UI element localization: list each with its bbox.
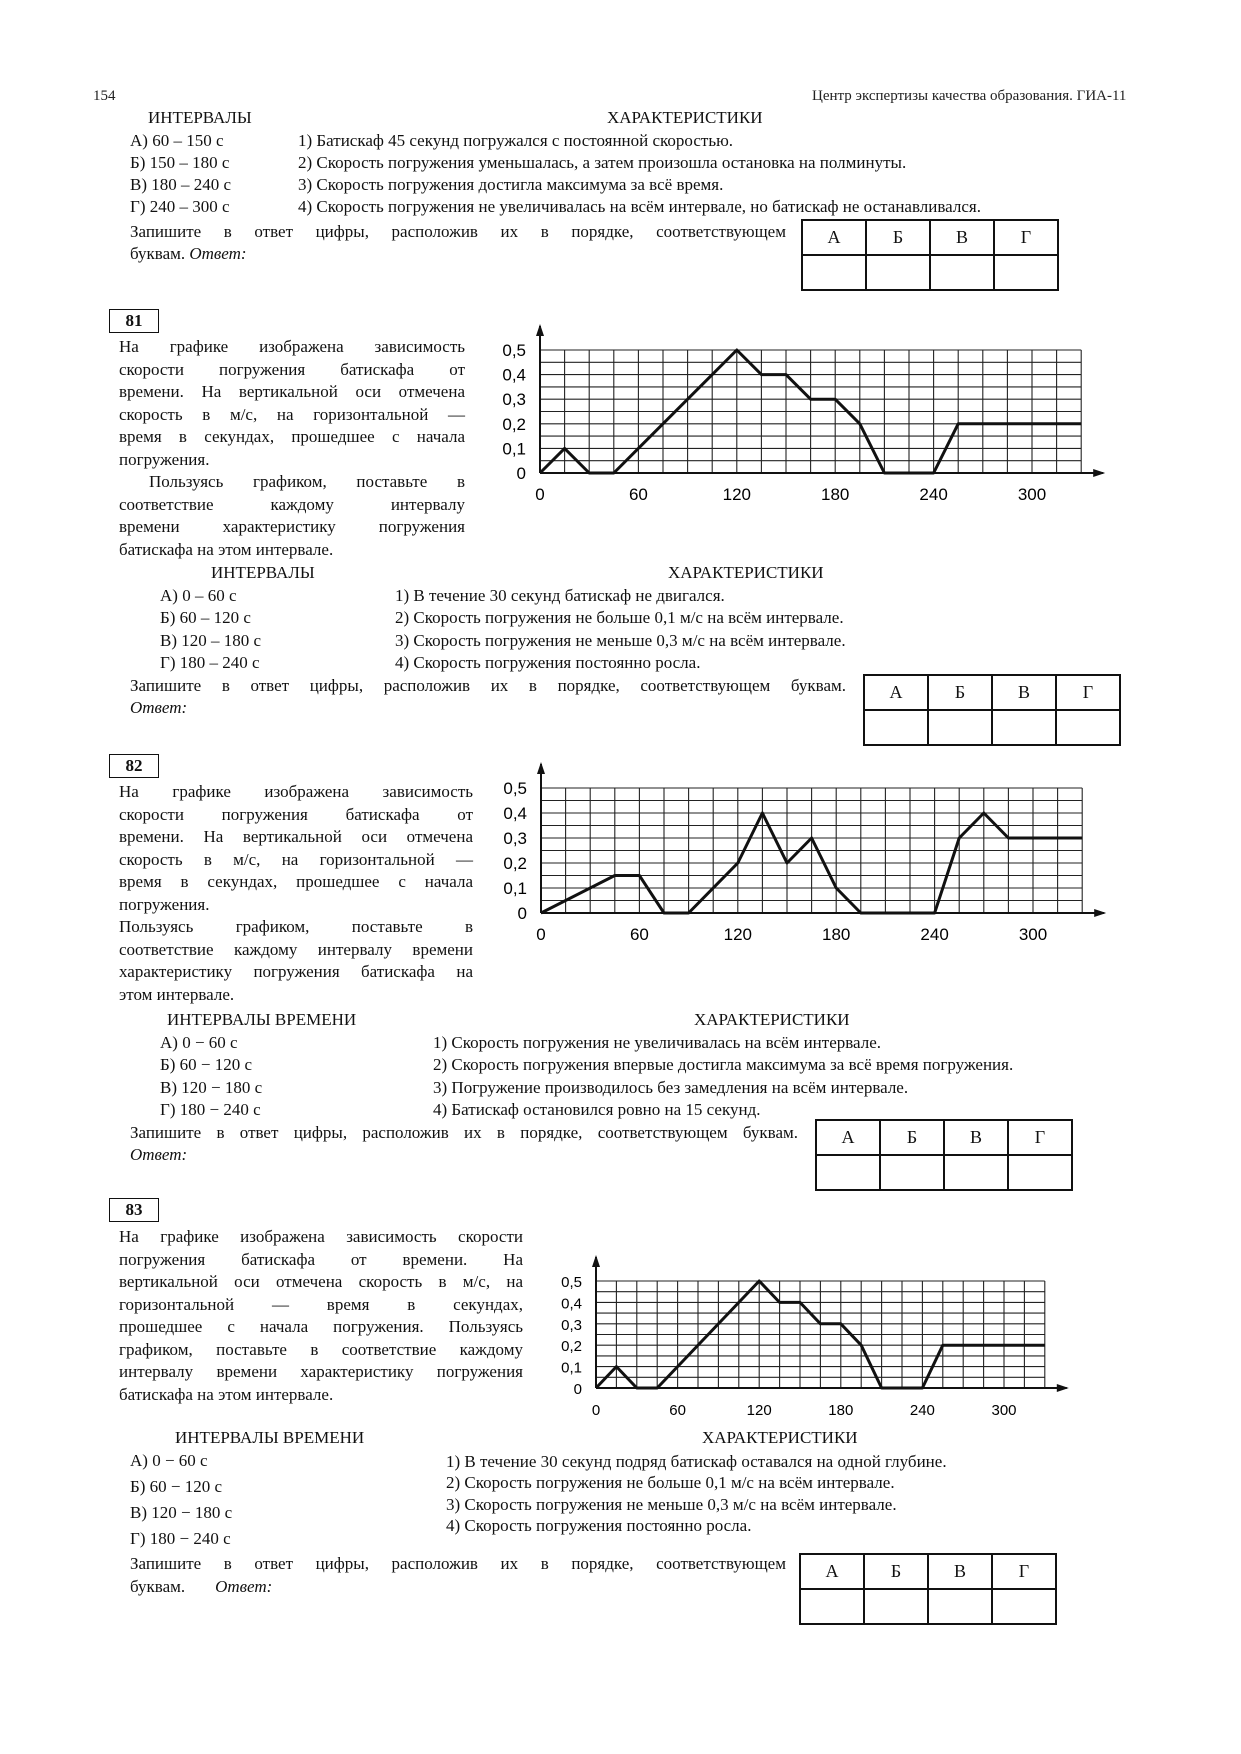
answer-table bbox=[815, 1119, 1073, 1191]
x-tick-label: 120 bbox=[746, 1402, 772, 1419]
task-text-line: скорость в м/с, на горизонтальной — bbox=[119, 404, 465, 424]
intervals-heading: ИНТЕРВАЛЫ bbox=[148, 108, 252, 127]
interval-item: Б) 60 − 120 с bbox=[160, 1055, 253, 1074]
characteristic-item: 1) Батискаф 45 секунд погружался с постоянной скоростью. bbox=[298, 131, 734, 150]
characteristic-item: 4) Скорость погружения постоянно росла. bbox=[446, 1516, 752, 1535]
task-text-line: соответствие каждому интервалу bbox=[119, 494, 465, 514]
answer-cell[interactable] bbox=[864, 1589, 928, 1624]
answer-header-v: В bbox=[928, 1554, 992, 1589]
task-text-line: времени. На вертикальной оси отмечена bbox=[119, 382, 465, 401]
instruction bbox=[130, 221, 786, 244]
task-text-line: соответствие каждому интервалу времени bbox=[119, 939, 473, 959]
interval-item: В) 120 − 180 с bbox=[130, 1503, 233, 1522]
task-text-line: горизонтальной — время в секундах, bbox=[119, 1294, 523, 1314]
y-tick-label: 0,2 bbox=[502, 414, 526, 434]
interval-item: В) 180 – 240 с bbox=[130, 175, 232, 194]
speed-time-chart bbox=[540, 1248, 1100, 1428]
answer-header-g: Г bbox=[1056, 675, 1120, 710]
y-tick-label: 0,1 bbox=[561, 1359, 582, 1377]
task-text-line: времени. На вертикальной оси отмечена bbox=[119, 827, 473, 846]
x-tick-label: 60 bbox=[628, 485, 648, 504]
characteristics-heading: ХАРАКТЕРИСТИКИ bbox=[607, 108, 763, 127]
instruction bbox=[130, 675, 846, 698]
task-text-line: скорость в м/с, на горизонтальной — bbox=[119, 849, 473, 869]
task-text-line: скорости погружения батискафа от bbox=[119, 359, 465, 379]
answer-cell[interactable] bbox=[992, 710, 1056, 745]
characteristic-item: 3) Погружение производилось без замедления на всём интервале. bbox=[433, 1078, 909, 1097]
x-tick-label: 300 bbox=[1017, 485, 1047, 504]
x-tick-label: 0 bbox=[591, 1402, 601, 1419]
x-tick-label: 300 bbox=[1018, 925, 1048, 944]
answer-label: Ответ: bbox=[215, 1577, 273, 1596]
task-text bbox=[119, 781, 473, 1006]
task-text bbox=[119, 336, 465, 561]
x-tick-label: 60 bbox=[669, 1402, 686, 1419]
instruction bbox=[130, 1122, 798, 1145]
task-number: 83 bbox=[109, 1198, 159, 1222]
task-text-line: скорости погружения батискафа от bbox=[119, 804, 473, 824]
x-tick-label: 0 bbox=[536, 925, 546, 944]
answer-cell[interactable] bbox=[992, 1589, 1056, 1624]
characteristics-heading: ХАРАКТЕРИСТИКИ bbox=[702, 1428, 858, 1447]
answer-label: Ответ: bbox=[130, 698, 188, 717]
answer-cell[interactable] bbox=[864, 710, 928, 745]
y-tick-label: 0,5 bbox=[502, 341, 526, 360]
y-axis-arrow bbox=[537, 762, 545, 774]
y-tick-label: 0 bbox=[573, 1381, 582, 1398]
characteristic-item: 3) Скорость погружения не меньше 0,3 м/с на всём интервале. bbox=[446, 1495, 897, 1514]
x-axis-arrow bbox=[1094, 909, 1106, 917]
answer-header-v: В bbox=[992, 675, 1056, 710]
characteristic-item: 2) Скорость погружения не больше 0,1 м/с на всём интервале. bbox=[395, 608, 844, 627]
answer-header-a: А bbox=[800, 1554, 864, 1589]
y-tick-label: 0,1 bbox=[502, 439, 526, 459]
answer-table bbox=[863, 674, 1121, 746]
intervals-heading: ИНТЕРВАЛЫ bbox=[211, 563, 315, 582]
y-tick-label: 0,2 bbox=[503, 854, 527, 873]
characteristic-item: 3) Скорость погружения не меньше 0,3 м/с на всём интервале. bbox=[395, 631, 846, 650]
interval-item: Б) 150 – 180 с bbox=[130, 153, 230, 172]
x-tick-label: 240 bbox=[920, 925, 949, 944]
interval-item: В) 120 – 180 с bbox=[160, 631, 262, 650]
task-text-line: батискафа на этом интервале. bbox=[119, 1384, 334, 1404]
interval-item: А) 0 − 60 с bbox=[130, 1451, 208, 1470]
x-tick-label: 240 bbox=[919, 485, 948, 504]
answer-table bbox=[799, 1553, 1057, 1625]
task-text-line: На графике изображена зависимость скорости bbox=[119, 1227, 523, 1246]
y-tick-label: 0 bbox=[517, 904, 527, 923]
page-number: 154 bbox=[93, 88, 116, 104]
answer-header-g: Г bbox=[992, 1554, 1056, 1589]
answer-cell[interactable] bbox=[928, 710, 992, 745]
task-text-line: На графике изображена зависимость bbox=[119, 782, 473, 801]
interval-item: Г) 180 − 240 с bbox=[130, 1529, 231, 1548]
instruction-line bbox=[130, 1577, 272, 1597]
interval-item: А) 60 – 150 с bbox=[130, 131, 224, 150]
instruction bbox=[130, 1553, 786, 1576]
y-tick-label: 0,1 bbox=[503, 879, 527, 898]
answer-cell[interactable] bbox=[944, 1155, 1008, 1190]
task-text-line: графиком, поставьте в соответствие каждому bbox=[119, 1339, 523, 1359]
task-number: 81 bbox=[109, 309, 159, 333]
task-text-line: прошедшее с начала погружения. Пользуясь bbox=[119, 1317, 523, 1336]
y-tick-label: 0,4 bbox=[502, 365, 526, 385]
y-tick-label: 0,4 bbox=[561, 1295, 582, 1313]
x-axis-arrow bbox=[1093, 469, 1105, 477]
answer-label: Ответ: bbox=[130, 1145, 188, 1164]
task-text-line: погружения. bbox=[119, 449, 210, 469]
y-axis-arrow bbox=[536, 324, 544, 336]
x-tick-label: 180 bbox=[828, 1402, 854, 1419]
instruction-line: Запишите в ответ цифры, расположив их в порядке, соответствующем bbox=[130, 222, 786, 241]
characteristic-item: 1) Скорость погружения не увеличивалась на всём интервале. bbox=[433, 1033, 882, 1052]
task-text-line: На графике изображена зависимость bbox=[119, 337, 465, 356]
answer-header-b: Б bbox=[864, 1554, 928, 1589]
y-tick-label: 0,3 bbox=[502, 390, 526, 410]
instruction-line: Запишите в ответ цифры, расположив их в порядке, соответствующем буквам. bbox=[130, 1123, 798, 1142]
characteristics-heading: ХАРАКТЕРИСТИКИ bbox=[694, 1010, 850, 1029]
answer-cell[interactable] bbox=[802, 255, 866, 290]
y-tick-label: 0,3 bbox=[503, 829, 527, 848]
answer-header-b: Б bbox=[928, 675, 992, 710]
intervals-heading: ИНТЕРВАЛЫ ВРЕМЕНИ bbox=[167, 1010, 357, 1029]
y-tick-label: 0 bbox=[516, 464, 526, 483]
characteristic-item: 2) Скорость погружения не больше 0,1 м/с на всём интервале. bbox=[446, 1473, 895, 1492]
characteristic-item: 4) Скорость погружения не увеличивалась на всём интервале, но батискаф не останавливался. bbox=[298, 197, 981, 216]
answer-cell[interactable] bbox=[816, 1155, 880, 1190]
x-tick-label: 300 bbox=[991, 1402, 1017, 1419]
x-tick-label: 60 bbox=[629, 925, 649, 944]
instruction-line bbox=[130, 244, 247, 264]
speed-time-chart bbox=[480, 779, 1100, 1008]
task-text-line: времени характеристику погружения bbox=[119, 517, 465, 536]
header-title: Центр экспертизы качества образования. ГИА-11 bbox=[812, 88, 1127, 104]
answer-header-b: Б bbox=[880, 1120, 944, 1155]
characteristic-item: 4) Скорость погружения постоянно росла. bbox=[395, 653, 701, 672]
instruction-line: буквам. bbox=[130, 244, 186, 263]
y-tick-label: 0,3 bbox=[561, 1316, 582, 1334]
interval-item: А) 0 − 60 с bbox=[160, 1033, 238, 1052]
characteristic-item: 2) Скорость погружения уменьшалась, а затем произошла остановка на полминуты. bbox=[298, 153, 907, 172]
characteristics-heading: ХАРАКТЕРИСТИКИ bbox=[668, 563, 824, 582]
answer-header-b: Б bbox=[866, 220, 930, 255]
instruction-line: Запишите в ответ цифры, расположив их в порядке, соответствующем bbox=[130, 1554, 786, 1573]
x-axis-arrow bbox=[1057, 1384, 1069, 1392]
characteristic-item: 1) В течение 30 секунд батискаф не двигался. bbox=[395, 586, 725, 605]
characteristic-item: 1) В течение 30 секунд подряд батискаф оставался на одной глубине. bbox=[446, 1452, 947, 1471]
y-tick-label: 0,2 bbox=[561, 1338, 582, 1356]
answer-header-a: А bbox=[864, 675, 928, 710]
instruction-line: буквам. bbox=[130, 1577, 186, 1596]
interval-item: Г) 180 − 240 с bbox=[160, 1100, 261, 1119]
y-tick-label: 0,5 bbox=[503, 779, 527, 798]
answer-header-v: В bbox=[930, 220, 994, 255]
task-text-line: характеристику погружения батискафа на bbox=[119, 962, 473, 981]
y-tick-label: 0,4 bbox=[503, 804, 527, 823]
task-text-line: Пользуясь графиком, поставьте в bbox=[149, 472, 465, 491]
characteristic-item: 2) Скорость погружения впервые достигла максимума за всё время погружения. bbox=[433, 1055, 1014, 1074]
task-text-line: этом интервале. bbox=[119, 984, 235, 1004]
task-text-line: Пользуясь графиком, поставьте в bbox=[119, 917, 473, 936]
interval-item: В) 120 − 180 с bbox=[160, 1078, 263, 1097]
x-tick-label: 240 bbox=[909, 1402, 935, 1419]
x-tick-label: 120 bbox=[722, 485, 751, 504]
intervals-heading: ИНТЕРВАЛЫ ВРЕМЕНИ bbox=[175, 1428, 365, 1447]
y-tick-label: 0,5 bbox=[561, 1274, 582, 1291]
task-text-line: батискафа на этом интервале. bbox=[119, 539, 334, 559]
answer-header-g: Г bbox=[1008, 1120, 1072, 1155]
interval-item: Г) 180 – 240 с bbox=[160, 653, 260, 672]
answer-label: Ответ: bbox=[189, 244, 247, 263]
interval-item: Б) 60 – 120 с bbox=[160, 608, 251, 627]
answer-header-a: А bbox=[816, 1120, 880, 1155]
task-text-line: погружения. bbox=[119, 894, 210, 914]
x-tick-label: 180 bbox=[821, 485, 850, 504]
answer-cell[interactable] bbox=[800, 1589, 864, 1624]
task-text-line: время в секундах, прошедшее с начала bbox=[119, 872, 473, 891]
characteristic-item: 3) Скорость погружения достигла максимума за всё время. bbox=[298, 175, 724, 194]
answer-table bbox=[801, 219, 1059, 291]
answer-cell[interactable] bbox=[994, 255, 1058, 290]
task-text-line: интервалу времени характеристику погружения bbox=[119, 1362, 523, 1381]
answer-cell[interactable] bbox=[880, 1155, 944, 1190]
answer-cell[interactable] bbox=[930, 255, 994, 290]
instruction-line: Запишите в ответ цифры, расположив их в порядке, соответствующем буквам. bbox=[130, 676, 846, 695]
x-tick-label: 180 bbox=[822, 925, 851, 944]
answer-cell[interactable] bbox=[1056, 710, 1120, 745]
interval-item: Б) 60 − 120 с bbox=[130, 1477, 223, 1496]
task-text bbox=[119, 1226, 523, 1406]
answer-cell[interactable] bbox=[1008, 1155, 1072, 1190]
answer-header-v: В bbox=[944, 1120, 1008, 1155]
answer-cell[interactable] bbox=[928, 1589, 992, 1624]
task-text-line: вертикальной оси отмечена скорость в м/с, на bbox=[119, 1272, 523, 1291]
characteristic-item: 4) Батискаф остановился ровно на 15 секунд. bbox=[433, 1100, 761, 1119]
interval-item: Г) 240 – 300 с bbox=[130, 197, 230, 216]
answer-header-g: Г bbox=[994, 220, 1058, 255]
x-tick-label: 120 bbox=[723, 925, 752, 944]
task-number: 82 bbox=[109, 754, 159, 778]
interval-item: А) 0 – 60 с bbox=[160, 586, 237, 605]
x-tick-label: 0 bbox=[535, 485, 545, 504]
answer-cell[interactable] bbox=[866, 255, 930, 290]
speed-time-chart bbox=[480, 341, 1100, 568]
task-text-line: погружения батискафа от времени. На bbox=[119, 1249, 523, 1269]
task-text-line: время в секундах, прошедшее с начала bbox=[119, 427, 465, 446]
y-axis-arrow bbox=[592, 1255, 600, 1267]
answer-header-a: А bbox=[802, 220, 866, 255]
